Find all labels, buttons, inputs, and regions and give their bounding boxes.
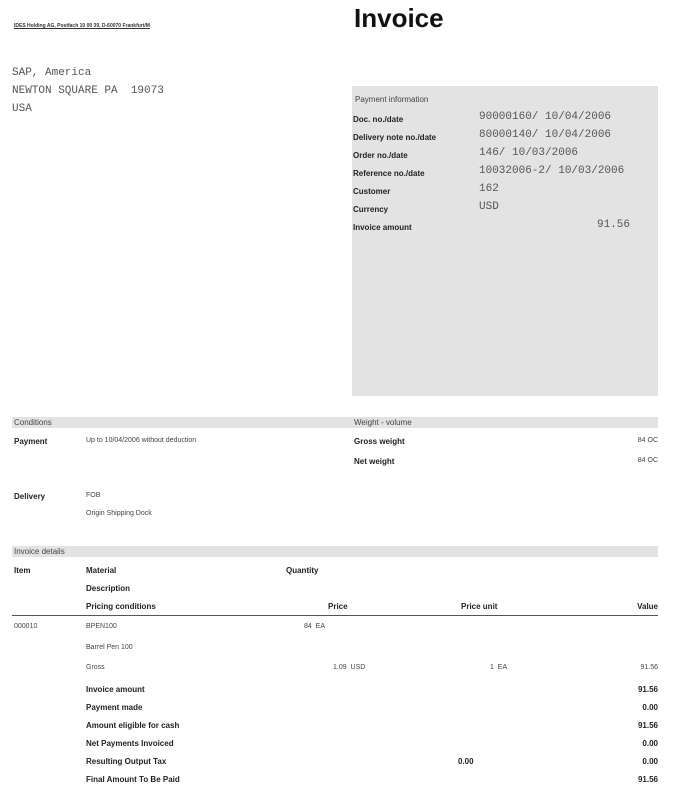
total-value: 0.00 xyxy=(642,757,658,766)
total-label: Net Payments Invoiced xyxy=(86,739,174,748)
payment-row-delivery-note xyxy=(352,129,658,147)
page-title: Invoice xyxy=(354,3,444,33)
col-description: Description xyxy=(86,584,131,593)
address-line: USA xyxy=(12,103,32,115)
address-line: SAP, America xyxy=(12,67,92,79)
payment-label: Order no./date xyxy=(353,151,408,160)
address-line: NEWTON SQUARE PA 19073 xyxy=(12,85,164,97)
payment-terms-label: Payment xyxy=(14,437,48,446)
payment-value: 80000140/ 10/04/2006 xyxy=(479,129,612,141)
payment-row-invoice-amount xyxy=(352,219,658,237)
payment-info-box xyxy=(352,86,658,396)
total-value: 0.00 xyxy=(642,703,658,712)
payment-row-order xyxy=(352,147,658,165)
line-pricing-label: Gross xyxy=(86,664,105,671)
total-mid-value: 0.00 xyxy=(458,757,474,766)
payment-info-heading: Payment information xyxy=(355,95,429,104)
line-item-number: 000010 xyxy=(14,623,38,630)
total-value: 0.00 xyxy=(642,739,658,748)
line-quantity: 84 EA xyxy=(304,623,326,630)
payment-value: 162 xyxy=(479,183,499,195)
payment-label: Currency xyxy=(353,205,389,214)
payment-row-customer xyxy=(352,183,658,201)
weight-heading: Weight - volume xyxy=(354,418,412,427)
payment-label: Customer xyxy=(353,187,391,196)
line-material: BPEN100 xyxy=(86,623,117,630)
line-description: Barrel Pen 100 xyxy=(86,644,133,651)
total-label: Payment made xyxy=(86,703,143,712)
payment-label: Invoice amount xyxy=(353,223,412,232)
payment-value: 90000160/ 10/04/2006 xyxy=(479,111,612,123)
invoice-details-bar xyxy=(12,546,658,557)
gross-weight-value: 84 OC xyxy=(637,437,658,444)
total-label: Amount eligible for cash xyxy=(86,721,180,730)
net-weight-value: 84 OC xyxy=(637,457,658,464)
total-value: 91.56 xyxy=(637,721,658,730)
col-price-unit: Price unit xyxy=(461,602,498,611)
delivery-terms-value: FOB xyxy=(86,492,101,499)
line-price: 1.09 USD xyxy=(333,664,366,671)
total-label: Final Amount To Be Paid xyxy=(86,775,180,784)
payment-terms-value: Up to 10/04/2006 without deduction xyxy=(86,437,197,444)
payment-value: 91.56 xyxy=(596,219,630,231)
sender-address-line: IDES Holding AG, Postfach 10 00 39, D-60070 Frankfurt/M xyxy=(14,23,150,29)
payment-value: USD xyxy=(479,201,499,213)
delivery-terms-value-2: Origin Shipping Dock xyxy=(86,510,152,517)
col-material: Material xyxy=(86,566,117,575)
payment-value: 146/ 10/03/2006 xyxy=(479,147,579,159)
payment-label: Reference no./date xyxy=(353,169,425,178)
gross-weight-label: Gross weight xyxy=(354,437,405,446)
table-header-divider xyxy=(12,615,658,616)
col-quantity: Quantity xyxy=(286,566,319,575)
payment-label: Doc. no./date xyxy=(353,115,404,124)
col-value: Value xyxy=(637,602,658,611)
recipient-address xyxy=(12,64,164,118)
col-price: Price xyxy=(328,602,348,611)
payment-label: Delivery note no./date xyxy=(353,133,437,142)
total-label: Resulting Output Tax xyxy=(86,757,167,766)
payment-value: 10032006-2/ 10/03/2006 xyxy=(479,165,625,177)
total-label: Invoice amount xyxy=(86,685,145,694)
payment-row-currency xyxy=(352,201,658,219)
net-weight-label: Net weight xyxy=(354,457,395,466)
total-value: 91.56 xyxy=(637,775,658,784)
conditions-weight-bar xyxy=(12,417,658,428)
payment-row-reference xyxy=(352,165,658,183)
col-item: Item xyxy=(14,566,31,575)
line-value: 91.56 xyxy=(640,664,658,671)
conditions-heading: Conditions xyxy=(14,418,52,427)
total-value: 91.56 xyxy=(637,685,658,694)
col-pricing-conditions: Pricing conditions xyxy=(86,602,156,611)
payment-row-doc xyxy=(352,111,658,129)
line-price-unit: 1 EA xyxy=(490,664,508,671)
delivery-terms-label: Delivery xyxy=(14,492,46,501)
invoice-details-heading: Invoice details xyxy=(14,547,65,556)
